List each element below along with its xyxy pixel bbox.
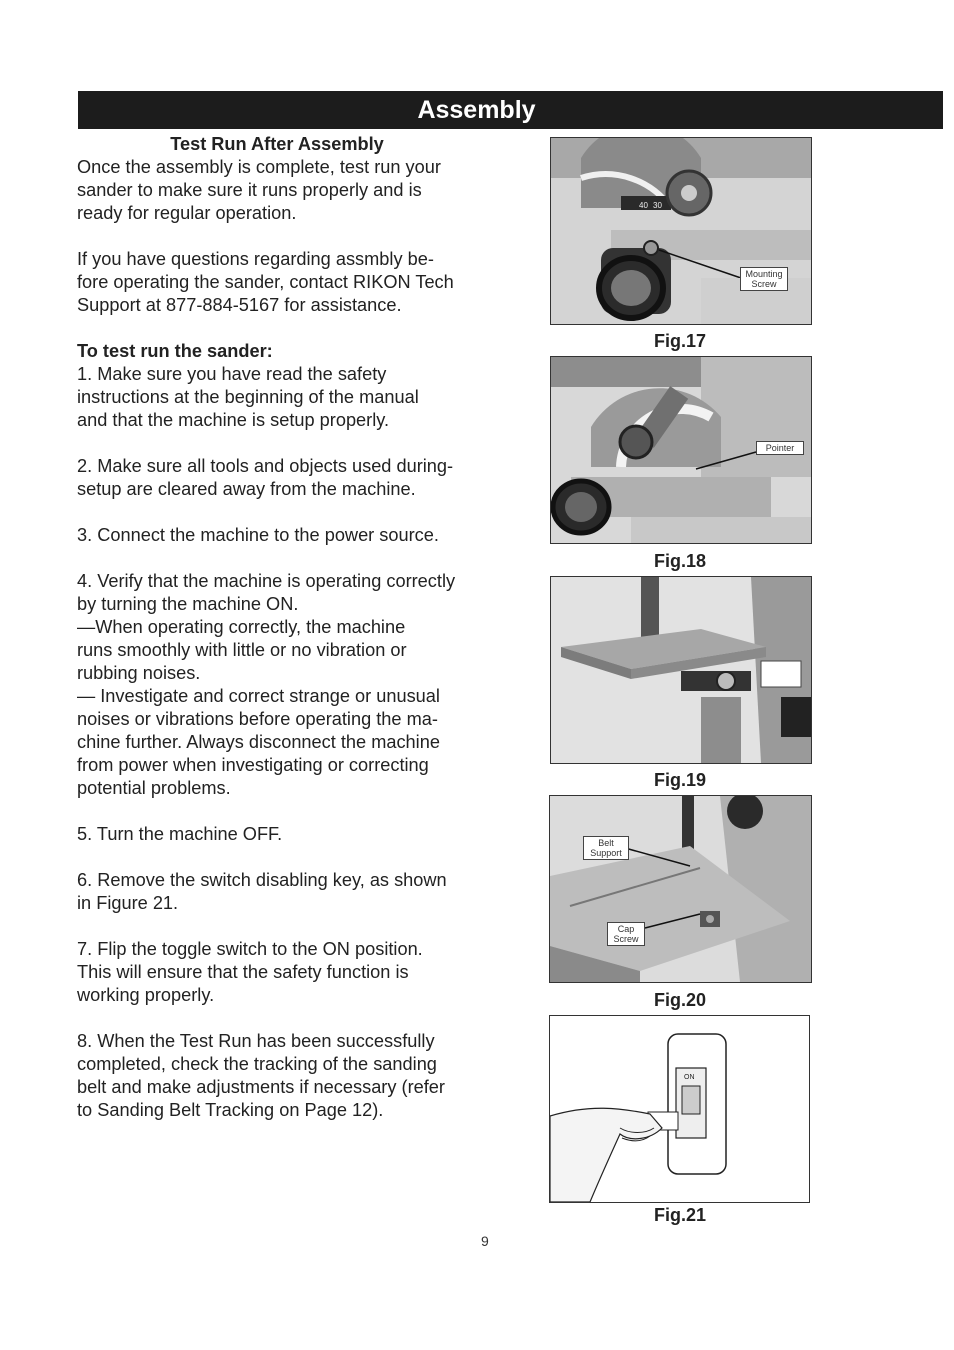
instructions-column [77,133,487,1145]
page-title: Assembly [417,95,536,124]
switch-on-label: ON [684,1074,695,1081]
mounting-screw-callout: Mounting Screw [740,267,788,291]
figure-17-image [550,137,812,325]
step-1: To test run the sander: 1. Make sure you have read the safety instructions at the beginning of the manual and that the machine is setup properly. [77,340,487,432]
belt-support-callout: Belt Support [583,836,629,860]
figure-19-caption: Fig.19 [654,770,707,790]
scale-mark-30: 30 [653,201,662,210]
pointer-callout: Pointer [756,441,804,455]
figure-20-image [549,795,812,983]
figure-18-caption: Fig.18 [654,551,707,571]
figure-20-caption: Fig.20 [654,990,707,1010]
section-title: Test Run After Assembly [170,134,384,154]
step-7: 7. Flip the toggle switch to the ON position. This will ensure that the safety function is working properly. [77,939,423,1005]
figure-19-image [550,576,812,764]
cap-screw-callout: Cap Screw [607,922,645,946]
step-4: 4. Verify that the machine is operating correctly by turning the machine ON. —When operating correctly, the machine runs smoothly with little or no vibration or rubbing noises. — Investigate and correct strange or unusual noises or vibrations before operating the ma- chine further. Always disconnect the machine from power when investigating or correcting potential problems. [77,571,456,798]
belt-support-photo [550,796,811,982]
figure-21-caption: Fig.21 [654,1205,707,1225]
section-header-bar [78,91,943,129]
intro-paragraph: Once the assembly is complete, test run your sander to make sure it runs properly and is ready for regular operation. [77,157,441,223]
figure-21-image [549,1015,810,1203]
switch-key-illustration [550,1016,809,1202]
step-3: 3. Connect the machine to the power source. [77,525,439,545]
scale-mark-40: 40 [639,201,648,210]
steps-heading: To test run the sander: [77,341,273,361]
mounting-screw-photo [551,138,811,324]
step-5: 5. Turn the machine OFF. [77,824,283,844]
figure-17-caption: Fig.17 [654,331,707,351]
support-paragraph: If you have questions regarding assmbly be- fore operating the sander, contact RIKON Tech Support at 877-884-5167 for assistance. [77,249,454,315]
page-number: 9 [481,1233,489,1249]
sanding-table-photo [551,577,811,763]
step-6: 6. Remove the switch disabling key, as shown in Figure 21. [77,870,447,913]
step-8: 8. When the Test Run has been successfully completed, check the tracking of the sanding belt and make adjustments if necessary (refer to Sanding Belt Tracking on Page 12). [77,1031,445,1120]
step-2: 2. Make sure all tools and objects used during- setup are cleared away from the machine. [77,456,454,499]
